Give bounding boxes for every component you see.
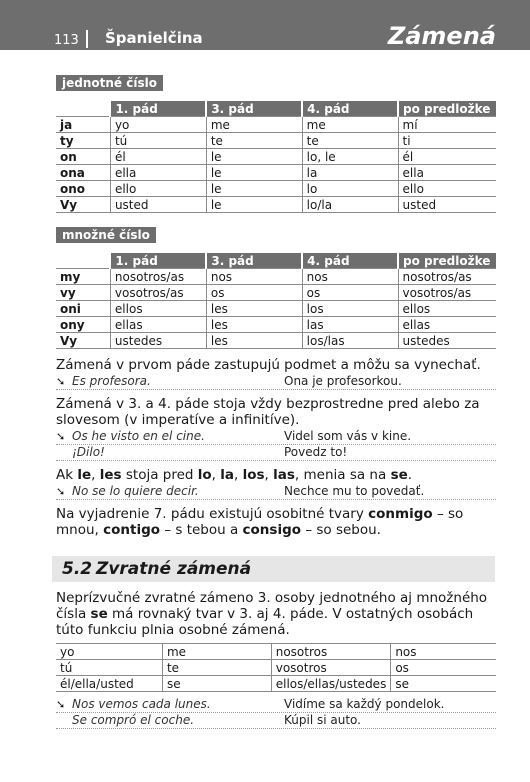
cell: las <box>302 317 398 333</box>
header-cell: 3. pád <box>206 101 302 117</box>
note-seventh-case: Na vyjadrenie 7. pádu existujú osobitné tvary conmigo – so mnou, contigo – s tebou a consigo – so sebou. <box>56 506 464 538</box>
table-header-row <box>56 253 496 269</box>
header-cell <box>56 253 110 269</box>
table-row <box>56 149 496 165</box>
cell: te <box>206 133 302 149</box>
cell: ellos/ellas/ustedes <box>271 676 391 692</box>
note-le-les: Ak le, les stoja pred lo, la, los, las, menia sa na se. <box>56 467 413 483</box>
cell: ti <box>398 133 496 149</box>
arrow-down-right-icon: ➘ <box>56 430 66 443</box>
section-heading <box>52 556 495 582</box>
chapter-title: Zámená <box>387 22 496 50</box>
section-number: 5.2 <box>62 559 93 579</box>
cell: los <box>302 301 398 317</box>
header-cell: po predložke <box>398 101 496 117</box>
cell: yo <box>56 644 162 660</box>
header-cell: po predložke <box>398 253 496 269</box>
arrow-down-right-icon: ➘ <box>56 375 66 388</box>
example-slovak: Vidíme sa každý pondelok. <box>284 697 445 711</box>
example-row <box>56 374 496 390</box>
singular-table <box>56 101 496 213</box>
cell: lo/la <box>302 197 398 213</box>
header-divider <box>86 30 88 48</box>
cell: lo <box>302 181 398 197</box>
cell: se <box>162 676 271 692</box>
table-row <box>56 269 496 285</box>
cell: ello <box>398 181 496 197</box>
example-row <box>56 713 496 729</box>
cell: os <box>391 660 496 676</box>
note-first-case: Zámená v prvom páde zastupujú podmet a môžu sa vynechať. <box>56 357 481 373</box>
plural-table <box>56 253 496 349</box>
section-title: Zvratné zámená <box>96 559 252 579</box>
cell: les <box>206 317 302 333</box>
header-cell: 1. pád <box>110 101 206 117</box>
cell: nos <box>206 269 302 285</box>
cell: vy <box>56 285 110 301</box>
arrow-down-right-icon: ➘ <box>56 698 66 711</box>
table-row <box>56 165 496 181</box>
cell: tú <box>56 660 162 676</box>
cell: ono <box>56 181 110 197</box>
example-slovak: Ona je profesorkou. <box>284 374 402 388</box>
cell: vosotros/as <box>398 285 496 301</box>
table-row <box>56 644 496 660</box>
example-spanish: No se lo quiere decir. <box>72 484 199 498</box>
example-row <box>56 429 496 445</box>
cell: ella <box>110 165 206 181</box>
cell: les <box>206 333 302 349</box>
arrow-down-right-icon: ➘ <box>56 485 66 498</box>
cell: os <box>206 285 302 301</box>
example-row <box>56 445 496 461</box>
cell: usted <box>398 197 496 213</box>
cell: vosotros/as <box>110 285 206 301</box>
plural-label: množné číslo <box>56 227 156 243</box>
example-slovak: Videl som vás v kine. <box>284 429 412 443</box>
cell: usted <box>110 197 206 213</box>
cell: le <box>206 197 302 213</box>
table-row <box>56 133 496 149</box>
cell: ony <box>56 317 110 333</box>
cell: nos <box>302 269 398 285</box>
table-row <box>56 660 496 676</box>
table-header-row <box>56 101 496 117</box>
cell: te <box>162 660 271 676</box>
cell: on <box>56 149 110 165</box>
cell: los/las <box>302 333 398 349</box>
cell: ustedes <box>110 333 206 349</box>
singular-label: jednotné číslo <box>56 75 163 91</box>
cell: le <box>206 165 302 181</box>
header-cell: 4. pád <box>302 101 398 117</box>
cell: ello <box>110 181 206 197</box>
table-row <box>56 301 496 317</box>
cell: él <box>398 149 496 165</box>
cell: les <box>206 301 302 317</box>
example-row <box>56 697 496 713</box>
header-cell: 3. pád <box>206 253 302 269</box>
header-cell <box>56 101 110 117</box>
cell: ustedes <box>398 333 496 349</box>
table-row <box>56 181 496 197</box>
page-header <box>0 0 530 50</box>
cell: le <box>206 149 302 165</box>
header-cell: 4. pád <box>302 253 398 269</box>
cell: se <box>391 676 496 692</box>
example-slovak: Kúpil si auto. <box>284 713 361 727</box>
cell: te <box>302 133 398 149</box>
cell: ellas <box>398 317 496 333</box>
cell: lo, le <box>302 149 398 165</box>
cell: ty <box>56 133 110 149</box>
reflexive-table <box>56 643 496 692</box>
table-row <box>56 676 496 692</box>
example-slovak: Povedz to! <box>284 445 348 459</box>
cell: nosotros/as <box>110 269 206 285</box>
page-number: 113 <box>54 33 79 48</box>
cell: tú <box>110 133 206 149</box>
table-row <box>56 197 496 213</box>
cell: él <box>110 149 206 165</box>
cell: ella <box>398 165 496 181</box>
cell: la <box>302 165 398 181</box>
table-row <box>56 117 496 133</box>
cell: nosotros <box>271 644 391 660</box>
example-spanish: Se compró el coche. <box>72 713 195 727</box>
example-row <box>56 484 496 500</box>
cell: me <box>302 117 398 133</box>
table-row <box>56 317 496 333</box>
cell: my <box>56 269 110 285</box>
cell: me <box>162 644 271 660</box>
cell: Vy <box>56 197 110 213</box>
cell: Vy <box>56 333 110 349</box>
header-cell: 1. pád <box>110 253 206 269</box>
example-spanish: Es profesora. <box>72 374 151 388</box>
cell: vosotros <box>271 660 391 676</box>
example-spanish: ¡Dilo! <box>72 445 105 459</box>
cell: ja <box>56 117 110 133</box>
cell: os <box>302 285 398 301</box>
table-row <box>56 333 496 349</box>
cell: ellas <box>110 317 206 333</box>
note-third-fourth-case: Zámená v 3. a 4. páde stoja vždy bezprostredne pred alebo za slovesom (v imperatíve a infinitíve). <box>56 396 480 428</box>
cell: le <box>206 181 302 197</box>
cell: yo <box>110 117 206 133</box>
cell: ellos <box>110 301 206 317</box>
section-intro: Neprízvučné zvratné zámeno 3. osoby jednotného aj množného čísla se má rovnaký tvar v 3. aj 4. páde. V ostatných osobách túto funkciu plnia osobné zámená. <box>56 590 488 638</box>
cell: mí <box>398 117 496 133</box>
cell: me <box>206 117 302 133</box>
example-spanish: Os he visto en el cine. <box>72 429 205 443</box>
book-language: Španielčina <box>105 29 203 47</box>
cell: nos <box>391 644 496 660</box>
cell: nosotros/as <box>398 269 496 285</box>
example-slovak: Nechce mu to povedať. <box>284 484 425 498</box>
cell: él/ella/usted <box>56 676 162 692</box>
cell: oni <box>56 301 110 317</box>
cell: ona <box>56 165 110 181</box>
cell: ellos <box>398 301 496 317</box>
example-spanish: Nos vemos cada lunes. <box>72 697 211 711</box>
table-row <box>56 285 496 301</box>
